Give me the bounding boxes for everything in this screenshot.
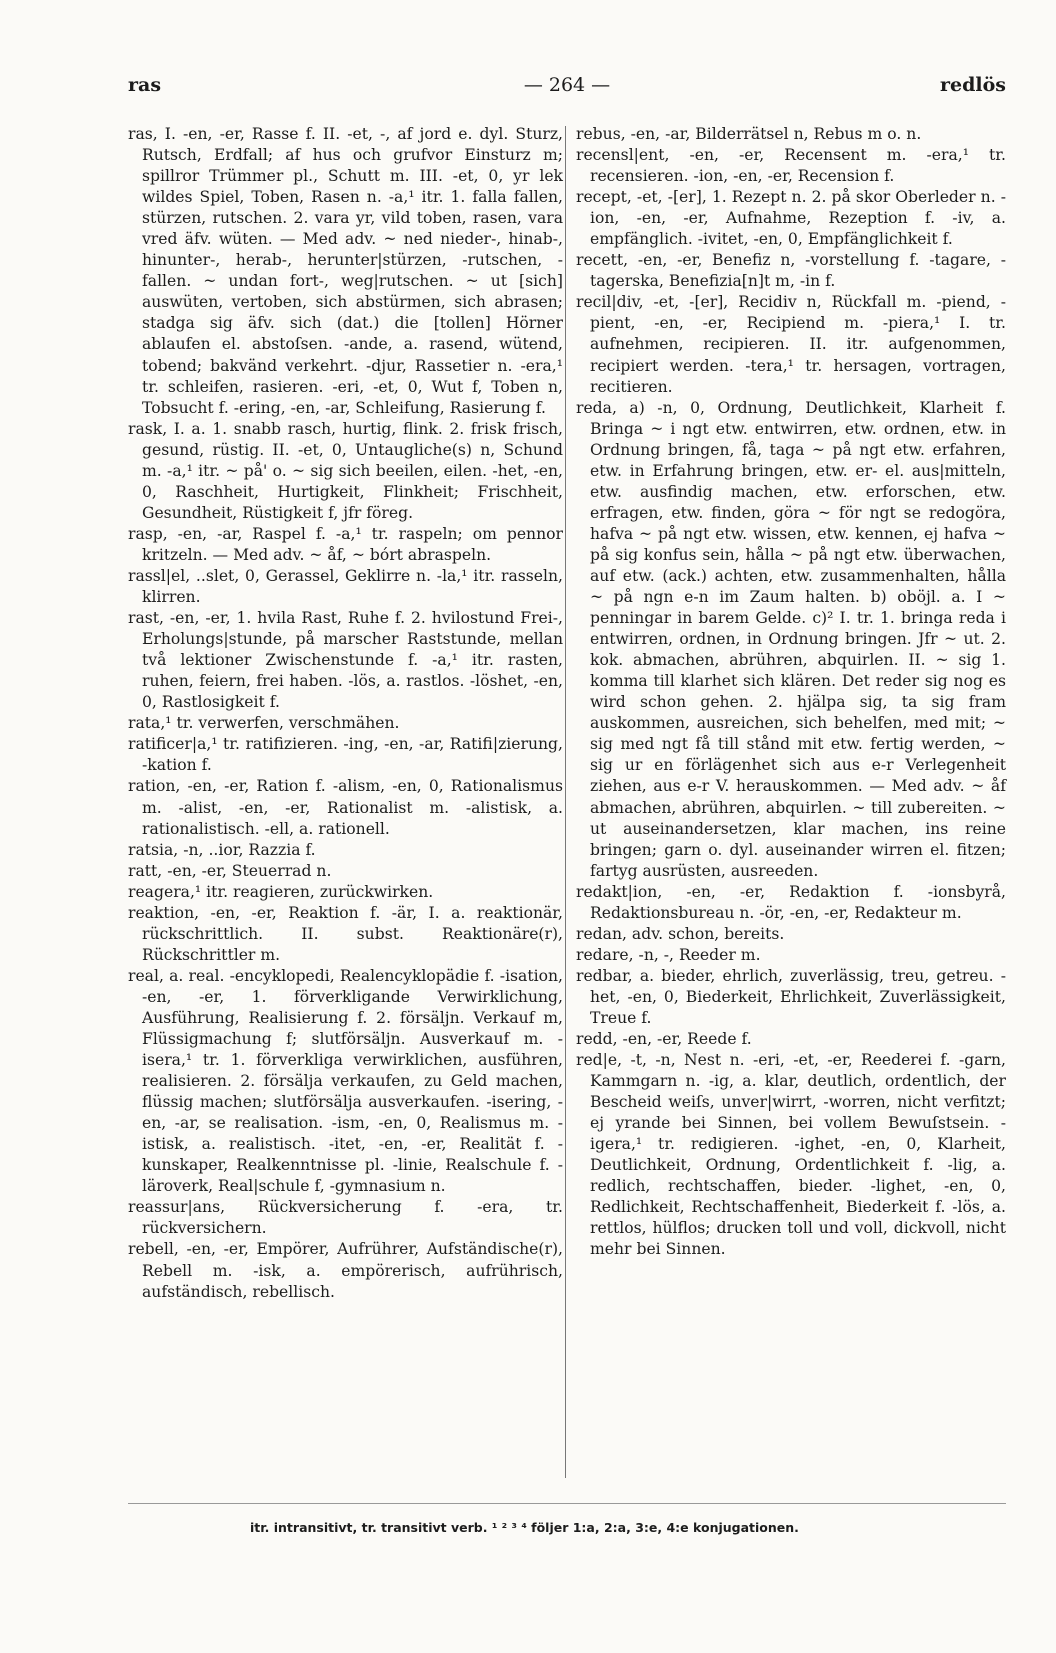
left-column	[128, 124, 563, 1303]
right-column	[576, 124, 1006, 1261]
footer-rule	[128, 1503, 1006, 1504]
entry-ratsia: ratsia, -n, ..ior, Razzia f.	[128, 840, 316, 859]
entry-rede: red|e, -t, -n, Nest n. -eri, -et, -er, Reederei f. -garn, Kammgarn n. -ig, a. klar, deutlich, ordentlich, der Bescheid weiſs, unver|wirrt, -worren, nicht verfitzt; ej yrande bei Sinnen, bei vollem Bewuſstsein. -igera,¹ tr. redigieren. -ighet, -en, 0, Klarheit, Deutlichkeit, Ordnung, Ordentlichkeit f. -lig, a. redlich, rechtschaffen, bieder. -lighet, -en, 0, Redlichkeit, Rechtschaffenheit, Biederkeit f. -lös, a. rettlos, hülflos; drucken toll und voll, dickvoll, nicht mehr bei Sinnen.	[576, 1051, 1006, 1259]
entry-recett: recett, -en, -er, Benefiz n, -vorstellung f. -tagare, -tagerska, Benefizia[n]t m, -in f.	[576, 251, 1006, 291]
entry-rata: rata,¹ tr. verwerfen, verschmähen.	[128, 714, 400, 733]
page-number: — 264 —	[523, 74, 611, 96]
entry-rasp: rasp, -en, -ar, Raspel f. -a,¹ tr. raspeln; om pennor kritzeln. — Med adv. ~ åf, ~ bórt abraspeln.	[128, 524, 563, 564]
entry-redan: redan, adv. schon, bereits.	[576, 924, 785, 943]
entry-reagera: reagera,¹ itr. reagieren, zurückwirken.	[128, 882, 434, 901]
entry-ratificera: ratificer|a,¹ tr. ratifizieren. -ing, -en, -ar, Ratifi|zierung, -kation f.	[128, 735, 563, 775]
entry-redaktion: redakt|ion, -en, -er, Redaktion f. -ionsbyrå, Redaktionsbureau n. -ör, -en, -er, Redakteur m.	[576, 882, 1006, 922]
left-running-headword: ras	[128, 74, 162, 96]
entry-rast: rast, -en, -er, 1. hvila Rast, Ruhe f. 2. hvilostund Frei-, Erholungs|stunde, på marscher Raststunde, mellan två lektioner Zwischenstunde f. -a,¹ itr. rasten, ruhen, feiern, frei haben. -lös, a. rastlos. -löshet, -en, 0, Rastlosigkeit f.	[128, 609, 563, 712]
entry-real: real, a. real. -encyklopedi, Realencyklopädie f. -isation, -en, -er, 1. förverkligande Verwirklichung, Ausführung, Realisierung f. 2. försäljn. Verkauf m, Flüssigmachung f; slutförsäljn. Ausverkauf m. -isera,¹ tr. 1. förverkliga verwirklichen, ausführen, realisieren. 2. försälja verkaufen, zu Geld machen, flüssig machen; slutförsälja ausverkaufen. -isering, -en, -ar, se realisation. -ism, -en, 0, Realismus m. -istisk, a. realistisch. -itet, -en, -er, Realität f. -kunskaper, Realkenntnisse pl. -linie, Realschule f. -läroverk, Real|schule f, -gymnasium n.	[128, 966, 563, 1196]
entry-recensent: recensl|ent, -en, -er, Recensent m. -era,¹ tr. recensieren. -ion, -en, -er, Recension f.	[576, 146, 1006, 186]
entry-ration: ration, -en, -er, Ration f. -alism, -en, 0, Rationalismus m. -alist, -en, -er, Rationalist m. -alistisk, a. rationalistisch. -ell, a. rationell.	[128, 777, 563, 838]
column-divider	[565, 126, 566, 1478]
entry-reda: reda, a) -n, 0, Ordnung, Deutlichkeit, Klarheit f. Bringa ~ i ngt etw. entwirren, etw. ordnen, etw. in Ordnung bringen, få, taga ~ på ngt etw. erfahren, etw. in Erfahrung bringen, etw. er- el. aus|mitteln, etw. ausfindig machen, etw. erforschen, etw. erfragen, etw. finden, göra ~ för ngt se redogöra, hafva ~ på ngt etw. wissen, etw. kennen, ej hafva ~ på sig konfus sein, hålla ~ på ngt etw. überwachen, auf etw. (ack.) achten, etw. zusammenhalten, hålla ~ på ngn e-n im Zaum halten. b) oböjl. a. I ~ penningar in barem Gelde. c)² I. tr. 1. bringa reda i entwirren, ordnen, in Ordnung bringen. Jfr ~ ut. 2. kok. abmachen, abrühren, abquirlen. II. ~ sig 1. komma till klarhet sich klären. Det reder sig nog es wird schon gehen. 2. hjälpa sig, ta sig fram auskommen, ausreichen, sich behelfen, med mit; ~ sig med ngt få till stånd mit etw. fertig werden, ~ sig ur en förlägenhet sich aus e-r Verlegenheit ziehen, aus e-r V. herauskommen. — Med adv. ~ åf abmachen, abrühren, abquirlen. ~ till zubereiten. ~ ut auseinandersetzen, klar machen, ins reine bringen; garn o. dyl. auseinander wirren el. fitzen; fartyg ausrüsten, ausreeden.	[576, 398, 1006, 880]
entry-ras: ras, I. -en, -er, Rasse f. II. -et, -, af jord e. dyl. Sturz, Rutsch, Erdfall; af hus och grufvor Einsturz m; spillror Trümmer pl., Schutt m. III. -et, 0, yr lek wildes Spiel, Toben, Rasen n. -a,¹ itr. 1. falla fallen, stürzen, rutschen. 2. vara yr, vild toben, rasen, vara vred äfv. wüten. — Med adv. ~ ned nieder-, hinab-, hinunter-, herab-, herunter|stürzen, -rutschen, -fallen. ~ undan fort-, weg|rutschen. ~ ut [sich] auswüten, vertoben, sich abstürmen, sich abrasen; stadga sig äfv. sich (dat.) die [tollen] Hörner ablaufen el. abstoſsen. -ande, a. rasend, wütend, tobend; bakvänd verkehrt. -djur, Rassetier n. -era,¹ tr. schleifen, rasieren. -eri, -et, 0, Wut f, Toben n, Tobsucht f. -ering, -en, -ar, Schleifung, Rasierung f.	[128, 125, 563, 417]
abbreviation-footnote: itr. intransitivt, tr. transitivt verb. ¹ ² ³ ⁴ följer 1:a, 2:a, 3:e, 4:e konjugationen.	[250, 1520, 799, 1535]
entry-recidiv: recil|div, -et, -[er], Recidiv n, Rückfall m. -piend, -pient, -en, -er, Recipiend m. -piera,¹ I. tr. aufnehmen, recipieren. II. itr. aufgenommen, recipiert werden. -tera,¹ tr. hersagen, vortragen, recitieren.	[576, 293, 1006, 396]
entry-rebus: rebus, -en, -ar, Bilderrätsel n, Rebus m o. n.	[576, 125, 922, 143]
entry-redbar: redbar, a. bieder, ehrlich, zuverlässig, treu, getreu. -het, -en, 0, Biederkeit, Ehrlichkeit, Zuverlässigkeit, Treue f.	[576, 966, 1006, 1027]
entry-reaktion: reaktion, -en, -er, Reaktion f. -är, I. a. reaktionär, rückschrittlich. II. subst. Reaktionäre(r), Rückschrittler m.	[128, 903, 563, 964]
entry-redare: redare, -n, -, Reeder m.	[576, 945, 761, 964]
entry-recept: recept, -et, -[er], 1. Rezept n. 2. på skor Oberleder n. -ion, -en, -er, Aufnahme, Rezeption f. -iv, a. empfänglich. -ivitet, -en, 0, Empfänglichkeit f.	[576, 188, 1006, 249]
entry-ratt: ratt, -en, -er, Steuerrad n.	[128, 861, 332, 880]
entry-reassurans: reassur|ans, Rückversicherung f. -era, tr. rückversichern.	[128, 1198, 563, 1238]
entry-redd: redd, -en, -er, Reede f.	[576, 1030, 752, 1049]
entry-rebell: rebell, -en, -er, Empörer, Aufrührer, Aufständische(r), Rebell m. -isk, a. empörerisch, aufrührisch, aufständisch, rebellisch.	[128, 1240, 563, 1301]
right-running-headword: redlös	[940, 74, 1006, 96]
page-header	[128, 74, 1006, 104]
entry-rask: rask, I. a. 1. snabb rasch, hurtig, flink. 2. frisk frisch, gesund, rüstig. II. -et, 0, Untaugliche(s) n, Schund m. -a,¹ itr. ~ på' o. ~ sig sich beeilen, eilen. -het, -en, 0, Raschheit, Hurtigkeit, Flinkheit; Frischheit, Gesundheit, Rüstigkeit f, jfr föreg.	[128, 419, 563, 522]
entry-rassel: rassl|el, ..slet, 0, Gerassel, Geklirre n. -la,¹ itr. rasseln, klirren.	[128, 566, 563, 607]
